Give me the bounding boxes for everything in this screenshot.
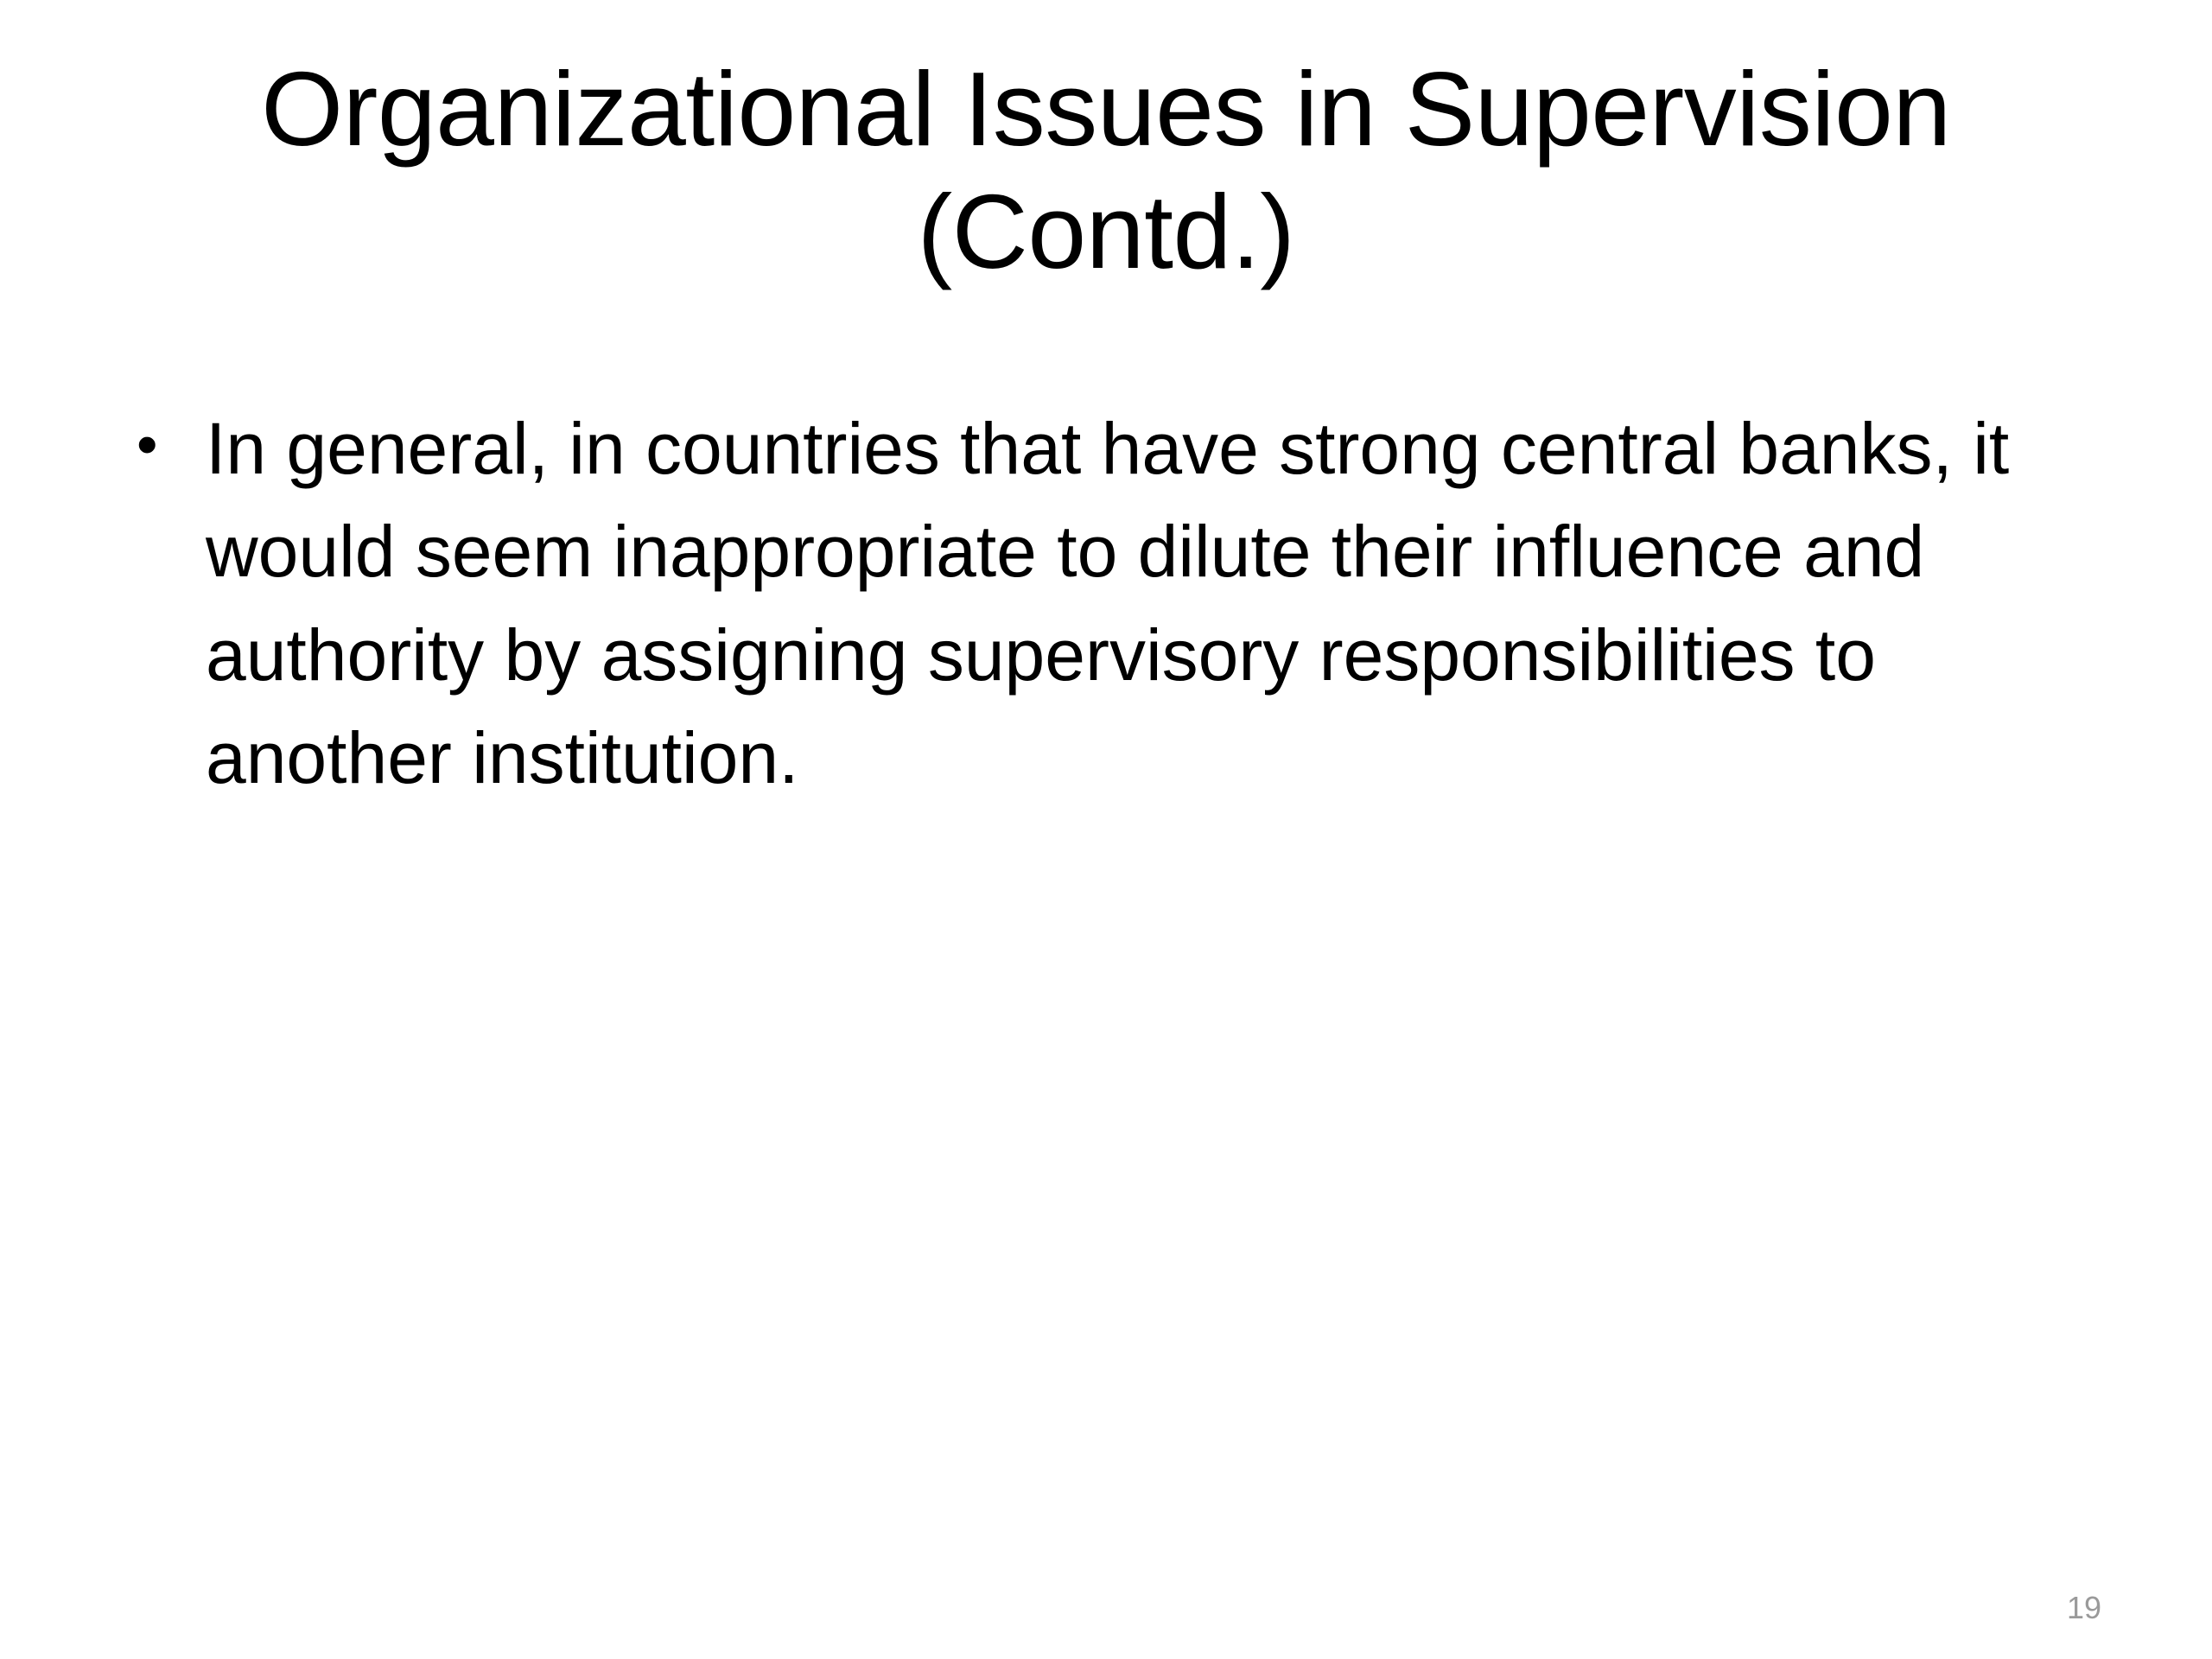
list-item: [111, 397, 2124, 810]
bullet-list: [111, 397, 2124, 810]
page-number: 19: [2066, 1590, 2101, 1625]
bullet-text: In general, in countries that have strong central banks, it would seem inappropriate to dilute their influence and authority by assigning supervisory responsibilities to another institution.: [206, 408, 2010, 798]
slide-body: [111, 397, 2124, 827]
page-title: Organizational Issues in Supervision (Contd.): [261, 50, 1951, 290]
bullet-dot-icon: •: [137, 410, 158, 478]
